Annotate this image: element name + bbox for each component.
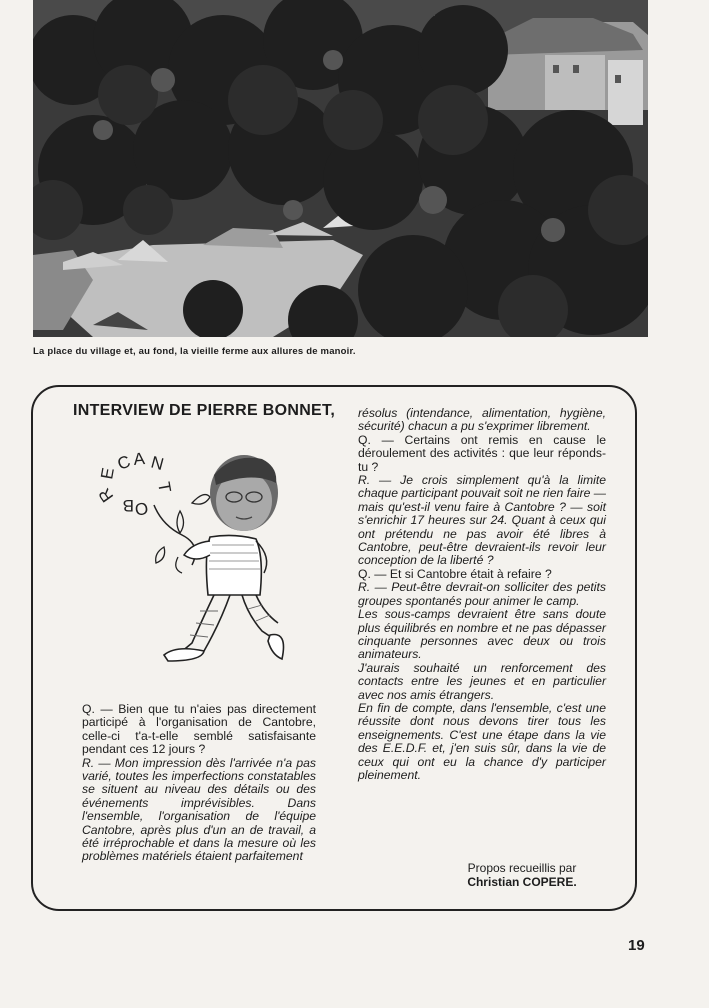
svg-text:R: R: [94, 484, 118, 506]
answer-1-continued: résolus (intendance, alimentation, hygiène, sécurité) chacun a pu s'exprimer librement.: [358, 406, 606, 434]
svg-text:B: B: [122, 496, 134, 515]
question-2: Q. — Certains ont remis en cause le déroulement des activités : que leur réponds-tu ?: [358, 432, 606, 474]
answer-2: R. — Je crois simplement qu'à la limite chaque participant pouvait soit ne rien faire — mais qu'est-il venu faire à Cantobre ? — soit s'enrichir 17 heures sur 24. Quant à ceux qui ont prétendu ne pas avoir été libres à Cantobre, peut-être devraient-ils revoir leur conception de la liberté ?: [358, 473, 606, 568]
svg-text:A: A: [132, 449, 146, 469]
answer-3-paragraph-2: Les sous-camps devraient être sans doute plus équilibrés en nombre et ne pas dépasser cinquante personnes avec deux ou trois animateurs.: [358, 607, 606, 662]
author-name: Christian COPERE.: [467, 875, 577, 889]
cantobre-lettering: [95, 449, 175, 519]
signature-line: Propos recueillis par: [467, 861, 577, 875]
page-number: 19: [628, 937, 645, 954]
left-column: [82, 703, 316, 864]
answer-1: R. — Mon impression dès l'arrivée n'a pas varié, toutes les imperfections constatables se situent au niveau des détails ou des événements imprévisibles. Dans l'ensemble, l'organisation de l'équipe Cantobre, après plus d'un an de travail, a été irréprochable et dans la mesure où les problèmes matériels étaient parfaitement: [82, 755, 316, 864]
svg-text:O: O: [133, 498, 150, 520]
signature: [452, 861, 592, 889]
answer-3-paragraph-4: En fin de compte, dans l'ensemble, c'est une réussite dont nous devons tirer tous les enseignements. C'est une étape dans la vie des E.E.D.F. et, j'en suis sûr, dans la vie de ceux qui ont eu la chance d'y participer pleinement.: [358, 700, 606, 782]
village-photo: [33, 0, 648, 337]
caricature-illustration: [92, 445, 302, 685]
svg-text:T: T: [154, 480, 175, 494]
svg-text:C: C: [114, 451, 133, 474]
question-3: Q. — Et si Cantobre était à refaire ?: [358, 566, 552, 581]
question-1: Q. — Bien que tu n'aies pas directement participé à l'organisation de Cantobre, celle-ci t'a-t-elle semblé satisfaisante pendant ces 12 jours ?: [82, 702, 316, 757]
svg-text:E: E: [97, 466, 118, 481]
photo-caption: La place du village et, au fond, la vieille ferme aux allures de manoir.: [33, 346, 356, 357]
answer-3-paragraph-3: J'aurais souhaité un renforcement des contacts entre les jeunes et en particulier avec nos amis étrangers.: [358, 660, 606, 702]
svg-text:N: N: [148, 452, 166, 475]
right-column: [358, 407, 606, 782]
answer-3: R. — Peut-être devrait-on solliciter des petits groupes spontanés pour animer le camp.: [358, 580, 606, 608]
article-title: INTERVIEW DE PIERRE BONNET,: [73, 402, 336, 419]
